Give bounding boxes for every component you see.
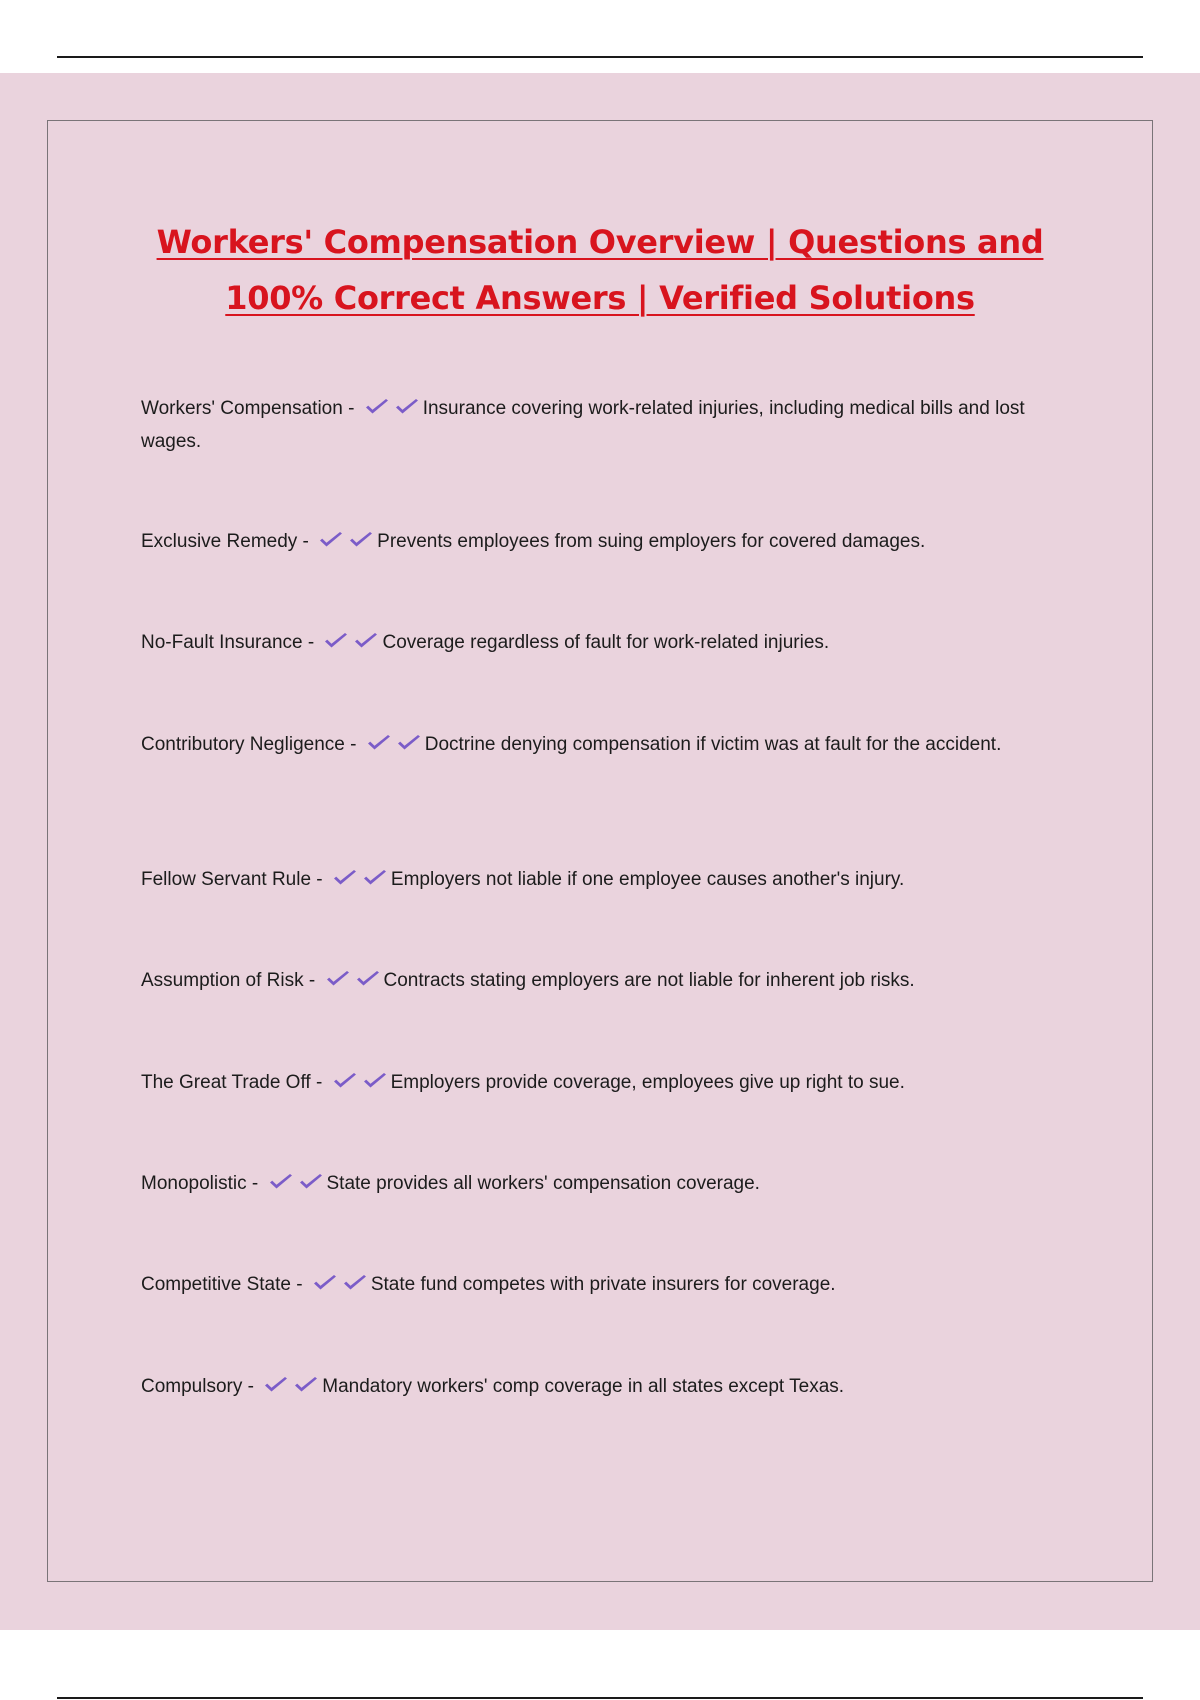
qa-term: Compulsory - [141,1376,254,1397]
checkmark-icon [293,1376,319,1394]
qa-definition: Employers provide coverage, employees give up right to sue. [390,1072,905,1093]
qa-term: Competitive State - [141,1274,303,1295]
qa-definition: Insurance covering work-related injuries, including medical bills and lost wages. [141,398,1025,452]
qa-term: Monopolistic - [141,1173,259,1194]
checkmark-icon [353,632,379,650]
qa-item-exclusive-remedy [141,525,1071,558]
qa-definition: State fund competes with private insurers for coverage. [370,1274,836,1295]
checkmark-icon [394,398,420,416]
checkmark-icon [362,869,388,887]
content-frame [47,120,1153,1582]
checkmark-icon [366,734,392,752]
checkmark-icon [332,1072,358,1090]
checkmark-icon [362,1072,388,1090]
checkmark-icon [355,970,381,988]
qa-item-compulsory [141,1370,1071,1403]
qa-term: The Great Trade Off - [141,1072,323,1093]
document-title-line-2: 100% Correct Answers | Verified Solutions [225,279,975,317]
qa-term: No-Fault Insurance - [141,632,315,653]
qa-term: Exclusive Remedy - [141,531,309,552]
qa-item-contributory-negligence [141,728,1071,761]
checkmark-icon [342,1274,368,1292]
checkmark-icon [325,970,351,988]
checkmark-icon [318,531,344,549]
checkmark-icon [312,1274,338,1292]
qa-definition: Coverage regardless of fault for work-related injuries. [382,632,830,653]
checkmark-icon [268,1173,294,1191]
qa-item-assumption-of-risk [141,964,1071,997]
qa-definition: Prevents employees from suing employers for covered damages. [377,531,926,552]
checkmark-icon [332,869,358,887]
qa-item-monopolistic [141,1167,1071,1200]
qa-definition: Doctrine denying compensation if victim was at fault for the accident. [424,734,1002,755]
checkmark-icon [323,632,349,650]
qa-item-workers-compensation [141,392,1071,458]
document-title [100,214,1100,326]
page-footer-rule [57,1697,1143,1699]
qa-item-great-trade-off [141,1066,1071,1099]
qa-term: Workers' Compensation - [141,398,355,419]
checkmark-icon [263,1376,289,1394]
checkmark-icon [364,398,390,416]
qa-term: Contributory Negligence - [141,734,357,755]
qa-term: Assumption of Risk - [141,970,316,991]
qa-definition: State provides all workers' compensation coverage. [326,1173,760,1194]
qa-item-no-fault-insurance [141,626,1071,659]
document-title-line-1: Workers' Compensation Overview | Questions and [156,223,1044,261]
checkmark-icon [348,531,374,549]
qa-definition: Employers not liable if one employee causes another's injury. [390,869,905,890]
page-header-rule [57,56,1143,58]
qa-item-fellow-servant-rule [141,863,1071,896]
checkmark-icon [396,734,422,752]
qa-definition: Contracts stating employers are not liable for inherent job risks. [383,970,915,991]
qa-definition: Mandatory workers' comp coverage in all states except Texas. [322,1376,845,1397]
qa-item-competitive-state [141,1268,1071,1301]
qa-term: Fellow Servant Rule - [141,869,323,890]
checkmark-icon [298,1173,324,1191]
